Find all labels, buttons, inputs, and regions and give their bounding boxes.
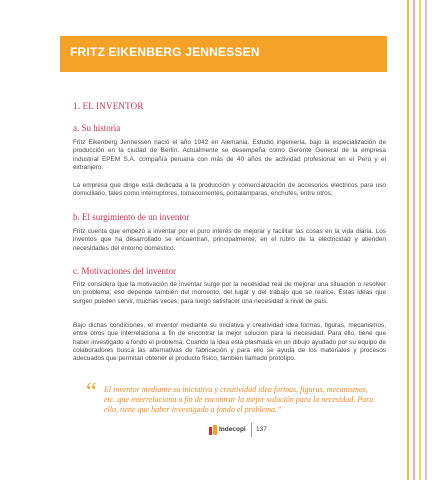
decorative-line (407, 0, 409, 480)
decorative-line (419, 0, 421, 480)
paragraph: La empresa que dirige está dedicada a la producción y comercialización de accesorios eléctricos para uso domiciliario, tales como interruptores, tomacorrientes, portalámparas, enchufes, entre otros. (73, 182, 386, 198)
subsection-heading-motivaciones: c. Motivaciones del inventor (73, 266, 176, 276)
paragraph: Fritz Eikenberg Jennessen nació el año 1942 en Alemania. Estudió ingeniería, bajo la especialización de producción en la ciudad de Berlín. Actualmente se desempeña como Gerente General de la empresa industrial EPEM S.A. compañía peruana con más de 40 años de actividad profesional en el Perú y el extranjero. (73, 139, 386, 171)
decorative-line (425, 0, 427, 480)
indecopi-logo-icon (209, 425, 217, 435)
page-title: FRITZ EIKENBERG JENNESSEN (70, 45, 260, 59)
paragraph: Fritz cuenta que empezó a inventar por el puro interés de mejorar y facilitar las cosas en la vida diaria. Los inventos que ha desarrollado se encuentran, principalmente, en el rubro de la electricidad y atienden necesidades del entorno doméstico. (73, 228, 386, 252)
quote-mark-icon: “ (86, 379, 97, 405)
title-banner (60, 36, 387, 72)
subsection-heading-historia: a. Su historia (73, 123, 121, 133)
pull-quote: El inventor mediante su iniciativa y creatividad idea formas, figuras, mecanismos, etc. que interrelaciona a fin de encontrar la mejor solución para la necesidad. Para ello, tiene que haber investigado a fondo el problema.” (104, 385, 374, 414)
footer-brand: Indecopi (219, 426, 246, 433)
subsection-heading-surgimiento: b. El surgimiento de un inventor (73, 212, 190, 222)
footer-divider (251, 423, 252, 437)
paragraph: Fritz considera que la motivación de inventar surge por la necesidad real de mejorar una situación o resolver un problema; eso depende también del momento, del lugar y del trabajo que se realice. Estas ideas que surgen pueden servir, muchas veces, para luego satisfacer una necesidad a nivel de país. (73, 281, 386, 305)
page-number: 137 (256, 426, 267, 433)
decorative-line (413, 0, 415, 480)
paragraph: Bajo dichas condiciones, el inventor mediante su iniciativa y creatividad idea formas, figuras, mecanismos, entre otros que interrelaciona a fin de encontrar la mejor solución para la necesidad. Para ello, tiene que haber investigado a fondo el problema. Cuando la idea está plasmada en un dibujo ayudado por su equipo de colaboradores busca las alternativas de fabricación y para ello se ayuda de los materiales y procesos adecuados que permitan obtener el producto físico, también llamado prototipo. (73, 322, 386, 363)
section-heading: 1. EL INVENTOR (73, 101, 144, 111)
